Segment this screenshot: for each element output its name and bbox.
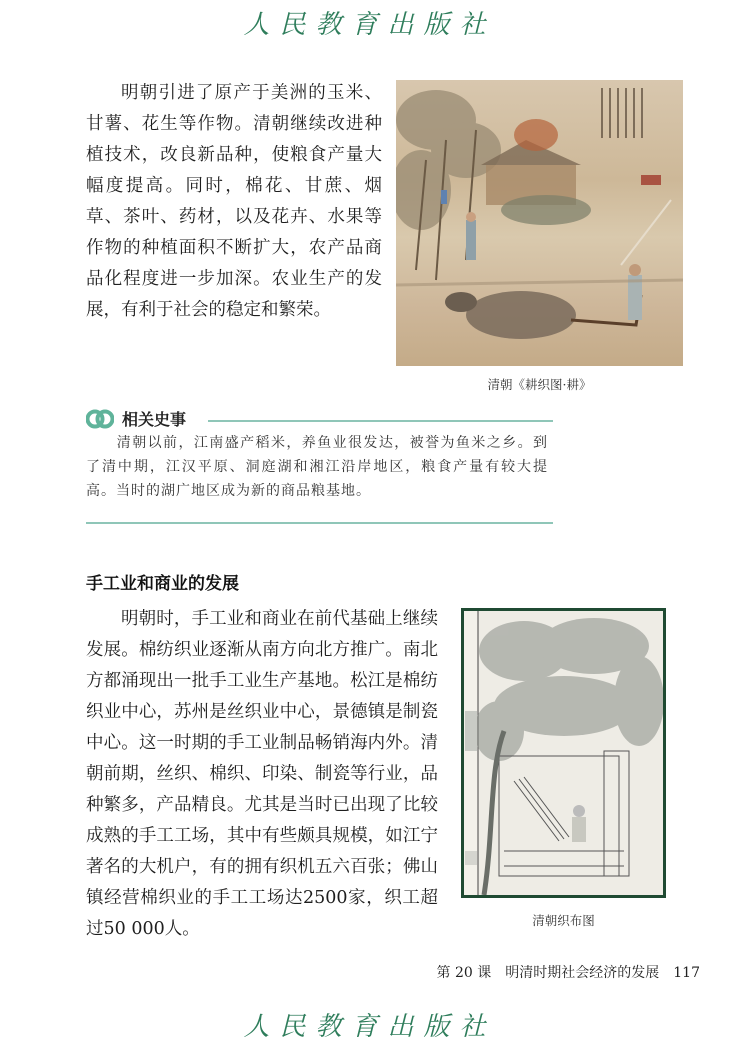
weaving-woodcut <box>461 608 666 898</box>
related-history-box <box>86 431 548 503</box>
paragraph-text: 明朝引进了原产于美洲的玉米、甘薯、花生等作物。清朝继续改进种植技术，改良新品种，使粮食产量大幅度提高。同时，棉花、甘蔗、烟草、茶叶、药材，以及花卉、水果等作物的种植面积不断扩大，农产品商品化程度进一步加深。农业生产的发展，有利于社会的稳定和繁荣。 <box>86 83 382 320</box>
farming-painting-caption: 清朝《耕织图·耕》 <box>487 377 592 392</box>
related-history-title: 相关史事 <box>122 410 187 429</box>
section-heading: 手工业和商业的发展 <box>86 574 239 594</box>
related-history-bottom-rule <box>86 522 553 524</box>
lesson-label: 第 20 课 <box>436 965 492 981</box>
publisher-logo-bottom: 人民教育出版社 <box>243 1012 496 1042</box>
related-history-text: 清朝以前，江南盛产稻米，养鱼业很发达，被誉为鱼米之乡。到了清中期，江汉平原、洞庭湖和湘江沿岸地区，粮食产量有较大提高。当时的湖广地区成为新的商品粮基地。 <box>86 435 548 499</box>
page-number: 117 <box>673 965 700 981</box>
agriculture-paragraph <box>86 78 382 326</box>
publisher-logo-top: 人民教育出版社 <box>243 10 496 40</box>
weaving-woodcut-caption: 清朝织布图 <box>532 913 595 928</box>
lesson-title: 明清时期社会经济的发展 <box>505 965 660 981</box>
related-history-icon <box>86 406 114 432</box>
farming-painting-illustration <box>396 80 683 366</box>
weaving-woodcut-illustration <box>464 611 663 895</box>
page-footer <box>430 962 700 982</box>
related-history-top-rule <box>208 420 553 422</box>
paragraph-text: 明朝时，手工业和商业在前代基础上继续发展。棉纺织业逐渐从南方向北方推广。南北方都涌现出一批手工业生产基地。松江是棉纺织业中心，苏州是丝织业中心，景德镇是制瓷中心。这一时期的手工业制品畅销海内外。清朝前期，丝织、棉织、印染、制瓷等行业，品种繁多，产品精良。尤其是当时已出现了比较成熟的手工工场，其中有些颇具规模，如江宁著名的大机户，有的拥有织机五六百张；佛山镇经营棉织业的手工工场达2500家，织工超过50 000人。 <box>86 609 438 939</box>
handicraft-paragraph <box>86 604 438 945</box>
farming-painting <box>396 80 683 366</box>
